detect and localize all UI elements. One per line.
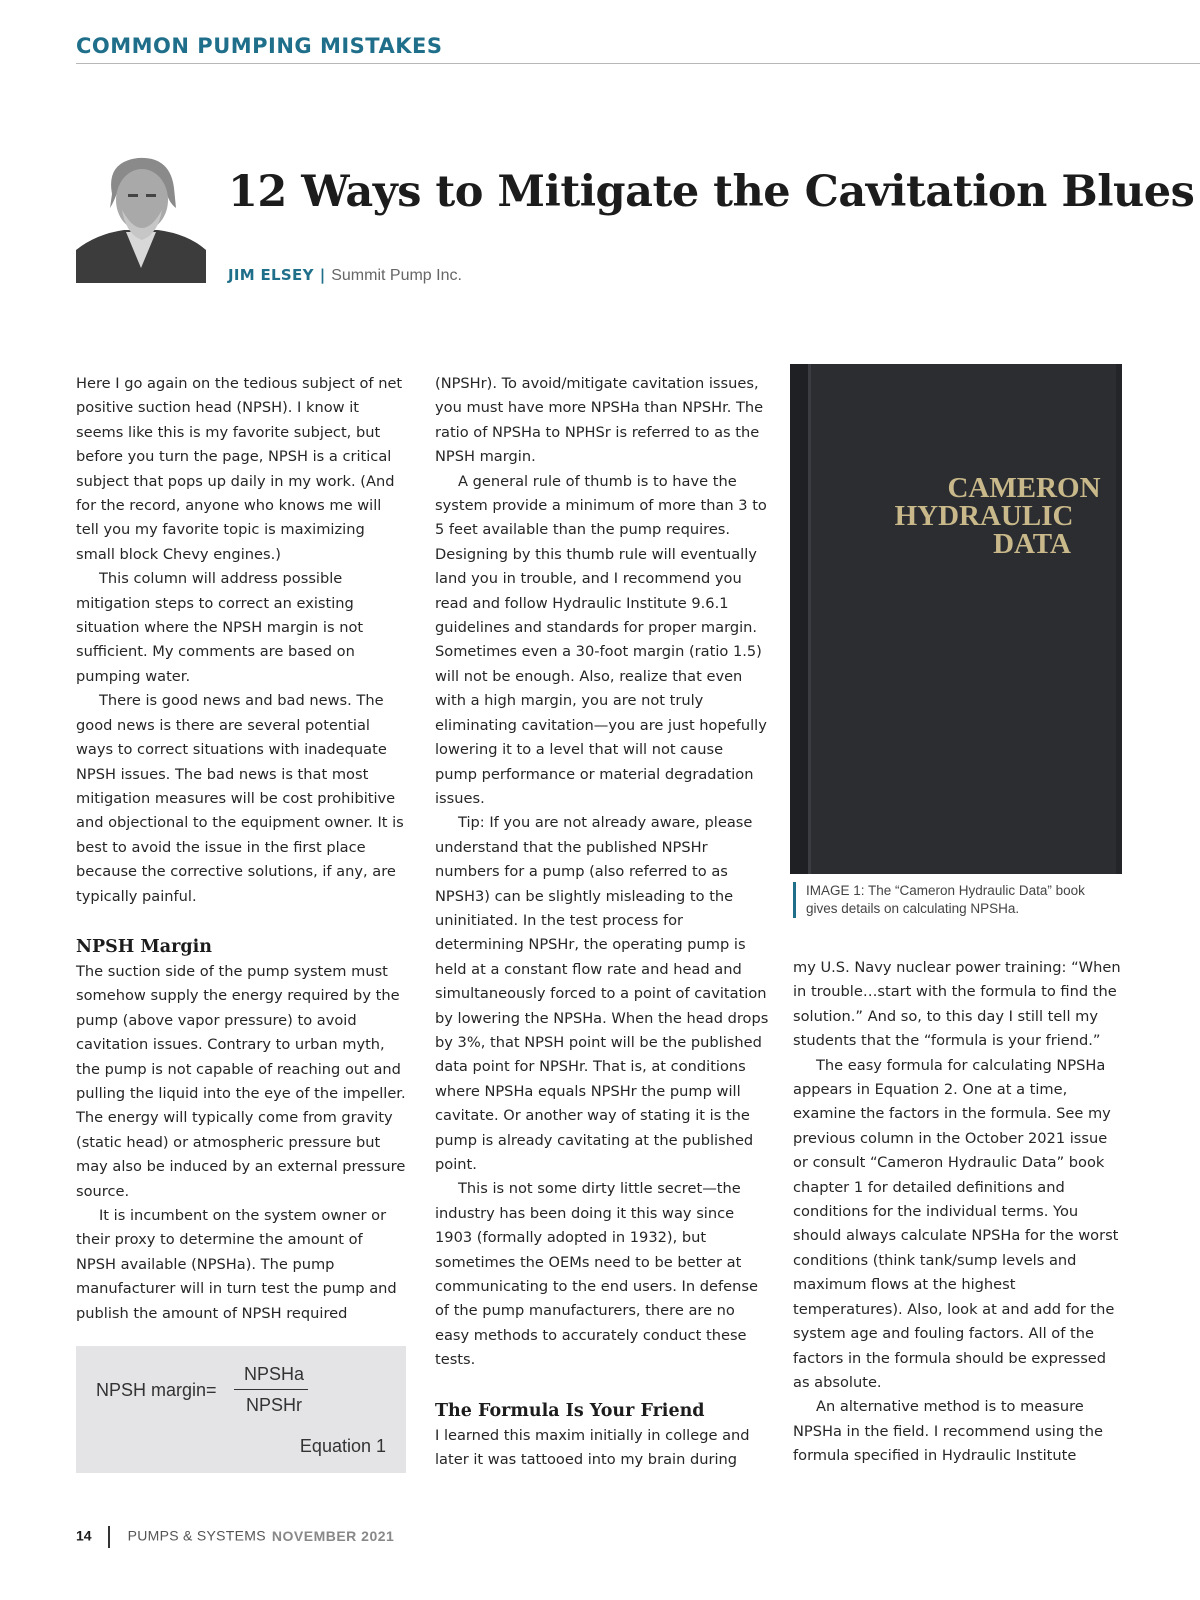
equation-label: NPSH margin= — [96, 1380, 217, 1400]
equation-denominator: NPSHr — [245, 1395, 302, 1415]
byline-separator: | — [319, 266, 326, 284]
image-caption: IMAGE 1: The “Cameron Hydraulic Data” book gives details on calculating NPSHa. — [793, 882, 1116, 918]
column-1 — [76, 372, 406, 1326]
paragraph: An alternative method is to measure NPSHa in the field. I recommend using the formula specified in Hydraulic Institute — [793, 1398, 1103, 1465]
author-name: JIM ELSEY — [228, 266, 314, 284]
paragraph: The easy formula for calculating NPSHa appears in Equation 2. One at a time, examine the factors in the formula. See my previous column in the October 2021 issue or consult “Cameron Hydraulic Data” book chapter 1 for detailed definitions and conditions for the individual terms. You should always calculate NPSHa for the worst conditions (think tank/sump levels and maximum flows at the highest temperatures). Also, look at and add for the system age and fouling factors. All of the factors in the formula should be expressed as absolute. — [793, 1056, 1119, 1391]
paragraph: This is not some dirty little secret—the industry has been doing it this way since 1903 (formally adopted in 1932), but sometimes the OEMs need to be better at communicating to the end users. In defense of the pump manufacturers, there are no easy methods to accurately conduct these tests. — [435, 1180, 758, 1369]
paragraph: There is good news and bad news. The good news is there are several potential ways to correct situations with inadequate NPSH issues. The bad news is that most mitigation measures will be cost prohibitive and objectional to the equipment owner. It is best to avoid the issue in the first place because the corrective solutions, if any, are typically painful. — [76, 692, 404, 905]
page-footer — [76, 1526, 394, 1548]
book-title-line: HYDRAULIC — [894, 500, 1074, 532]
author-company: Summit Pump Inc. — [331, 267, 462, 284]
paragraph: my U.S. Navy nuclear power training: “When in trouble…start with the formula to find the solution.” And so, to this day I still tell my students that the “formula is your friend.” — [793, 959, 1121, 1050]
author-photo — [76, 150, 206, 283]
byline — [228, 266, 462, 285]
page-number: 14 — [76, 1527, 92, 1544]
paragraph: Here I go again on the tedious subject of net positive suction head (NPSH). I know it seems like this is my favorite subject, but before you turn the page, NPSH is a critical subject that pops up daily in my work. (And for the record, anyone who knows me will tell you my favorite topic is maximizing small block Chevy engines.) — [76, 375, 403, 563]
column-2 — [435, 372, 769, 1472]
paragraph: It is incumbent on the system owner or their proxy to determine the amount of NPSH available (NPSHa). The pump manufacturer will in turn test the pump and publish the amount of NPSH required — [76, 1207, 397, 1322]
equation-numerator: NPSHa — [243, 1364, 305, 1384]
subheading-npsh-margin: NPSH Margin — [76, 936, 212, 957]
article-title: 12 Ways to Mitigate the Cavitation Blues — [228, 167, 1195, 217]
header-rule — [76, 63, 1200, 64]
equation-caption: Equation 1 — [299, 1436, 386, 1456]
section-label: COMMON PUMPING MISTAKES — [76, 34, 443, 58]
equation-1-box — [76, 1346, 406, 1473]
paragraph: (NPSHr). To avoid/mitigate cavitation issues, you must have more NPSHa than NPSHr. The ratio of NPSHa to NPHSr is referred to as the NPSH margin. — [435, 375, 764, 466]
footer-divider — [108, 1526, 110, 1548]
book-title-line: DATA — [993, 528, 1071, 560]
fraction-bar — [234, 1389, 308, 1390]
book-image — [790, 364, 1122, 874]
paragraph: The suction side of the pump system must somehow supply the energy required by the pump (above vapor pressure) to avoid cavitation issues. Contrary to urban myth, the pump is not capable of reaching out and pulling the liquid into the eye of the impeller. The energy will typically come from gravity (static head) or atmospheric pressure but may also be induced by an external pressure source. — [76, 962, 406, 1200]
column-3 — [793, 956, 1123, 1469]
book-title-line: CAMERON — [947, 472, 1101, 504]
magazine-name: PUMPS & SYSTEMS — [127, 1527, 266, 1544]
paragraph: Tip: If you are not already aware, please understand that the published NPSHr numbers for a pump (also referred to as NPSH3) can be slightly misleading to the uninitiated. In the test process for determining NPSHr, the operating pump is held at a constant flow rate and head and simultaneously forced to a point of cavitation by lowering the NPSHa. When the head drops by 3%, that NPSH point will be the published data point for NPSHr. That is, at conditions where NPSHa equals NPSHr the pump will cavitate. Or another way of stating it is the pump is already cavitating at the published point. — [435, 814, 769, 1173]
paragraph: A general rule of thumb is to have the system provide a minimum of more than 3 to 5 feet available than the pump requires. Designing by this thumb rule will eventually land you in trouble, and I recommend you read and follow Hydraulic Institute 9.6.1 guidelines and standards for proper margin. Sometimes even a 30-foot margin (ratio 1.5) will not be enough. Also, realize that even with a high margin, you are not truly eliminating cavitation—you are just hopefully lowering it to a level that will not cause pump performance or material degradation issues. — [435, 472, 767, 807]
paragraph: I learned this maxim initially in college and later it was tattooed into my brain during — [435, 1426, 750, 1469]
issue-date: NOVEMBER 2021 — [271, 1527, 395, 1544]
paragraph: This column will address possible mitigation steps to correct an existing situation where the NPSH margin is not sufficient. My comments are based on pumping water. — [76, 570, 364, 685]
subheading-formula: The Formula Is Your Friend — [435, 1400, 705, 1421]
